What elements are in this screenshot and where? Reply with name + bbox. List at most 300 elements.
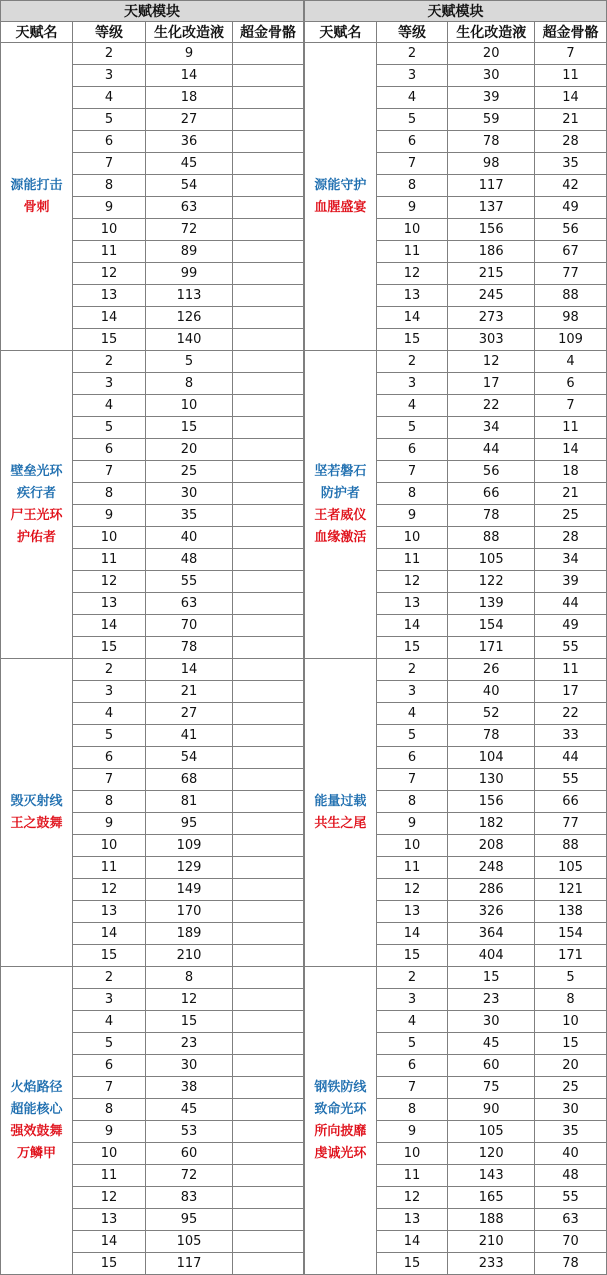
level-cell: 4 — [376, 703, 448, 725]
level-cell: 7 — [73, 769, 146, 791]
bio-fluid-cell: 45 — [448, 1033, 535, 1055]
bio-fluid-cell: 126 — [146, 307, 233, 329]
bio-fluid-cell: 248 — [448, 857, 535, 879]
level-cell: 9 — [73, 1121, 146, 1143]
bio-fluid-cell: 39 — [448, 87, 535, 109]
talent-name: 护佑者 — [16, 529, 56, 545]
level-cell: 13 — [73, 1209, 146, 1231]
super-bone-cell: 98 — [535, 307, 607, 329]
bio-fluid-cell: 45 — [146, 153, 233, 175]
super-bone-cell: 17 — [535, 681, 607, 703]
level-cell: 9 — [73, 505, 146, 527]
bio-fluid-cell: 189 — [146, 923, 233, 945]
bio-fluid-cell: 117 — [146, 1253, 233, 1275]
bio-fluid-cell: 18 — [146, 87, 233, 109]
super-bone-cell: 11 — [535, 417, 607, 439]
level-cell: 2 — [73, 967, 146, 989]
super-bone-cell — [233, 109, 304, 131]
level-cell: 2 — [376, 659, 448, 681]
bio-fluid-cell: 303 — [448, 329, 535, 351]
super-bone-cell: 25 — [535, 505, 607, 527]
level-cell: 3 — [73, 681, 146, 703]
bio-fluid-cell: 56 — [448, 461, 535, 483]
level-cell: 9 — [73, 813, 146, 835]
bio-fluid-cell: 30 — [448, 1011, 535, 1033]
level-cell: 5 — [73, 109, 146, 131]
level-cell: 6 — [376, 439, 448, 461]
level-cell: 10 — [376, 1143, 448, 1165]
bio-fluid-cell: 66 — [448, 483, 535, 505]
super-bone-cell — [233, 901, 304, 923]
super-bone-cell: 28 — [535, 131, 607, 153]
super-bone-cell: 138 — [535, 901, 607, 923]
bio-fluid-cell: 59 — [448, 109, 535, 131]
bio-fluid-cell: 72 — [146, 1165, 233, 1187]
bio-fluid-cell: 40 — [146, 527, 233, 549]
bio-fluid-cell: 188 — [448, 1209, 535, 1231]
level-cell: 12 — [73, 263, 146, 285]
talent-name: 源能守护 — [314, 177, 367, 193]
level-cell: 13 — [73, 593, 146, 615]
level-cell: 7 — [376, 769, 448, 791]
super-bone-cell: 7 — [535, 395, 607, 417]
level-cell: 10 — [73, 835, 146, 857]
level-cell: 12 — [376, 263, 448, 285]
bio-fluid-cell: 154 — [448, 615, 535, 637]
level-cell: 14 — [73, 307, 146, 329]
bio-fluid-cell: 20 — [146, 439, 233, 461]
level-cell: 8 — [73, 791, 146, 813]
level-cell: 15 — [376, 329, 448, 351]
level-cell: 11 — [73, 857, 146, 879]
bio-fluid-cell: 34 — [448, 417, 535, 439]
super-bone-cell: 56 — [535, 219, 607, 241]
super-bone-cell: 171 — [535, 945, 607, 967]
super-bone-cell — [233, 1077, 304, 1099]
talent-name: 共生之尾 — [314, 815, 367, 831]
super-bone-cell — [233, 483, 304, 505]
talent-name: 血缘激活 — [314, 529, 367, 545]
bio-fluid-cell: 60 — [146, 1143, 233, 1165]
level-cell: 9 — [376, 1121, 448, 1143]
talent-name: 致命光环 — [314, 1101, 367, 1117]
super-bone-cell — [233, 945, 304, 967]
level-cell: 3 — [376, 373, 448, 395]
super-bone-cell — [233, 681, 304, 703]
bio-fluid-cell: 95 — [146, 813, 233, 835]
super-bone-cell — [233, 923, 304, 945]
super-bone-cell — [233, 593, 304, 615]
talent-name: 血腥盛宴 — [314, 199, 367, 215]
level-cell: 2 — [73, 659, 146, 681]
level-cell: 15 — [73, 1253, 146, 1275]
level-cell: 6 — [376, 131, 448, 153]
super-bone-cell: 11 — [535, 65, 607, 87]
bio-fluid-cell: 12 — [448, 351, 535, 373]
bio-fluid-cell: 60 — [448, 1055, 535, 1077]
super-bone-cell: 6 — [535, 373, 607, 395]
super-bone-cell: 40 — [535, 1143, 607, 1165]
super-bone-cell: 109 — [535, 329, 607, 351]
super-bone-cell — [233, 417, 304, 439]
bio-fluid-cell: 23 — [146, 1033, 233, 1055]
level-cell: 13 — [376, 593, 448, 615]
level-cell: 8 — [73, 1099, 146, 1121]
super-bone-cell — [233, 263, 304, 285]
super-bone-cell: 11 — [535, 659, 607, 681]
talent-name-cell — [305, 659, 377, 967]
talent-name: 王之鼓舞 — [10, 815, 63, 831]
bio-fluid-cell: 26 — [448, 659, 535, 681]
talent-name: 强效鼓舞 — [10, 1123, 63, 1139]
header-bio-fluid: 生化改造液 — [448, 22, 535, 43]
super-bone-cell — [233, 527, 304, 549]
header-bio-fluid: 生化改造液 — [146, 22, 233, 43]
level-cell: 11 — [73, 241, 146, 263]
talent-name: 源能打击 — [10, 177, 63, 193]
level-cell: 8 — [376, 1099, 448, 1121]
level-cell: 7 — [73, 1077, 146, 1099]
level-cell: 12 — [376, 879, 448, 901]
bio-fluid-cell: 52 — [448, 703, 535, 725]
super-bone-cell — [233, 1011, 304, 1033]
level-cell: 11 — [376, 549, 448, 571]
bio-fluid-cell: 171 — [448, 637, 535, 659]
level-cell: 14 — [376, 923, 448, 945]
super-bone-cell: 67 — [535, 241, 607, 263]
header-talent-name: 天赋名 — [305, 22, 377, 43]
table-row — [1, 351, 304, 373]
talent-name: 坚若磐石 — [314, 463, 367, 479]
level-cell: 5 — [73, 417, 146, 439]
level-cell: 2 — [73, 43, 146, 65]
level-cell: 9 — [376, 505, 448, 527]
super-bone-cell: 30 — [535, 1099, 607, 1121]
table-row — [305, 43, 607, 65]
bio-fluid-cell: 30 — [146, 483, 233, 505]
level-cell: 11 — [73, 1165, 146, 1187]
level-cell: 6 — [73, 1055, 146, 1077]
level-cell: 3 — [73, 373, 146, 395]
super-bone-cell: 5 — [535, 967, 607, 989]
level-cell: 10 — [73, 219, 146, 241]
level-cell: 11 — [376, 1165, 448, 1187]
super-bone-cell — [233, 153, 304, 175]
super-bone-cell: 7 — [535, 43, 607, 65]
level-cell: 7 — [376, 461, 448, 483]
super-bone-cell: 14 — [535, 87, 607, 109]
bio-fluid-cell: 156 — [448, 791, 535, 813]
super-bone-cell — [233, 87, 304, 109]
level-cell: 2 — [376, 43, 448, 65]
talent-name: 尸王光环 — [10, 507, 63, 523]
bio-fluid-cell: 109 — [146, 835, 233, 857]
bio-fluid-cell: 53 — [146, 1121, 233, 1143]
super-bone-cell — [233, 1099, 304, 1121]
bio-fluid-cell: 83 — [146, 1187, 233, 1209]
bio-fluid-cell: 10 — [146, 395, 233, 417]
bio-fluid-cell: 8 — [146, 373, 233, 395]
level-cell: 7 — [73, 153, 146, 175]
super-bone-cell: 10 — [535, 1011, 607, 1033]
level-cell: 4 — [73, 1011, 146, 1033]
super-bone-cell — [233, 1121, 304, 1143]
level-cell: 2 — [376, 967, 448, 989]
bio-fluid-cell: 68 — [146, 769, 233, 791]
level-cell: 14 — [73, 1231, 146, 1253]
super-bone-cell — [233, 725, 304, 747]
bio-fluid-cell: 15 — [146, 417, 233, 439]
bio-fluid-cell: 81 — [146, 791, 233, 813]
super-bone-cell: 49 — [535, 615, 607, 637]
talent-name: 超能核心 — [10, 1101, 63, 1117]
talent-name: 壁垒光环 — [10, 463, 63, 479]
level-cell: 3 — [376, 65, 448, 87]
super-bone-cell: 105 — [535, 857, 607, 879]
bio-fluid-cell: 54 — [146, 175, 233, 197]
talent-name: 防护者 — [320, 485, 360, 501]
super-bone-cell — [233, 131, 304, 153]
super-bone-cell — [233, 835, 304, 857]
super-bone-cell — [233, 879, 304, 901]
talent-name: 钢铁防线 — [314, 1079, 367, 1095]
talent-name: 骨刺 — [23, 199, 50, 215]
talent-name-cell — [305, 351, 377, 659]
super-bone-cell: 88 — [535, 285, 607, 307]
bio-fluid-cell: 156 — [448, 219, 535, 241]
super-bone-cell: 42 — [535, 175, 607, 197]
super-bone-cell — [233, 351, 304, 373]
super-bone-cell — [233, 439, 304, 461]
level-cell: 7 — [376, 1077, 448, 1099]
super-bone-cell — [233, 747, 304, 769]
level-cell: 4 — [73, 87, 146, 109]
super-bone-cell: 22 — [535, 703, 607, 725]
level-cell: 5 — [376, 725, 448, 747]
level-cell: 3 — [376, 989, 448, 1011]
super-bone-cell: 77 — [535, 263, 607, 285]
bio-fluid-cell: 137 — [448, 197, 535, 219]
bio-fluid-cell: 208 — [448, 835, 535, 857]
level-cell: 12 — [376, 1187, 448, 1209]
level-cell: 7 — [73, 461, 146, 483]
bio-fluid-cell: 23 — [448, 989, 535, 1011]
bio-fluid-cell: 63 — [146, 197, 233, 219]
super-bone-cell: 44 — [535, 593, 607, 615]
header-talent-name: 天赋名 — [1, 22, 73, 43]
level-cell: 6 — [376, 747, 448, 769]
super-bone-cell — [233, 1253, 304, 1275]
talent-name: 能量过载 — [314, 793, 367, 809]
level-cell: 4 — [73, 395, 146, 417]
bio-fluid-cell: 35 — [146, 505, 233, 527]
talent-name: 毁灭射线 — [10, 793, 63, 809]
bio-fluid-cell: 186 — [448, 241, 535, 263]
super-bone-cell: 66 — [535, 791, 607, 813]
super-bone-cell: 55 — [535, 1187, 607, 1209]
level-cell: 2 — [73, 351, 146, 373]
super-bone-cell — [233, 703, 304, 725]
level-cell: 14 — [376, 307, 448, 329]
bio-fluid-cell: 139 — [448, 593, 535, 615]
talent-name-cell — [305, 967, 377, 1275]
header-super-bone: 超金骨骼 — [535, 22, 607, 43]
bio-fluid-cell: 30 — [146, 1055, 233, 1077]
super-bone-cell: 25 — [535, 1077, 607, 1099]
talent-name: 万鳞甲 — [16, 1145, 56, 1161]
level-cell: 12 — [73, 1187, 146, 1209]
super-bone-cell — [233, 1143, 304, 1165]
super-bone-cell: 154 — [535, 923, 607, 945]
bio-fluid-cell: 70 — [146, 615, 233, 637]
super-bone-cell — [233, 791, 304, 813]
level-cell: 13 — [376, 901, 448, 923]
level-cell: 6 — [73, 131, 146, 153]
bio-fluid-cell: 78 — [448, 505, 535, 527]
table-row — [305, 967, 607, 989]
super-bone-cell — [233, 197, 304, 219]
level-cell: 5 — [376, 1033, 448, 1055]
level-cell: 8 — [73, 175, 146, 197]
level-cell: 12 — [376, 571, 448, 593]
super-bone-cell: 55 — [535, 637, 607, 659]
super-bone-cell: 14 — [535, 439, 607, 461]
super-bone-cell: 55 — [535, 769, 607, 791]
level-cell: 6 — [376, 1055, 448, 1077]
bio-fluid-cell: 25 — [146, 461, 233, 483]
bio-fluid-cell: 5 — [146, 351, 233, 373]
table-row — [305, 351, 607, 373]
level-cell: 10 — [376, 835, 448, 857]
super-bone-cell — [233, 395, 304, 417]
level-cell: 10 — [73, 527, 146, 549]
bio-fluid-cell: 78 — [146, 637, 233, 659]
module-title: 天赋模块 — [1, 1, 304, 22]
bio-fluid-cell: 165 — [448, 1187, 535, 1209]
talent-name-cell — [1, 967, 73, 1275]
super-bone-cell: 33 — [535, 725, 607, 747]
bio-fluid-cell: 78 — [448, 131, 535, 153]
bio-fluid-cell: 27 — [146, 703, 233, 725]
table-row — [305, 659, 607, 681]
level-cell: 10 — [73, 1143, 146, 1165]
super-bone-cell — [233, 219, 304, 241]
level-cell: 3 — [73, 989, 146, 1011]
bio-fluid-cell: 40 — [448, 681, 535, 703]
super-bone-cell: 35 — [535, 1121, 607, 1143]
talent-name: 虔诚光环 — [314, 1145, 367, 1161]
super-bone-cell — [233, 1209, 304, 1231]
bio-fluid-cell: 27 — [146, 109, 233, 131]
super-bone-cell: 77 — [535, 813, 607, 835]
level-cell: 5 — [376, 109, 448, 131]
level-cell: 9 — [376, 813, 448, 835]
bio-fluid-cell: 104 — [448, 747, 535, 769]
level-cell: 10 — [376, 219, 448, 241]
module-title: 天赋模块 — [305, 1, 607, 22]
super-bone-cell — [233, 65, 304, 87]
level-cell: 15 — [376, 945, 448, 967]
level-cell: 11 — [376, 857, 448, 879]
bio-fluid-cell: 210 — [146, 945, 233, 967]
super-bone-cell — [233, 1231, 304, 1253]
super-bone-cell: 48 — [535, 1165, 607, 1187]
bio-fluid-cell: 21 — [146, 681, 233, 703]
bio-fluid-cell: 38 — [146, 1077, 233, 1099]
bio-fluid-cell: 130 — [448, 769, 535, 791]
bio-fluid-cell: 41 — [146, 725, 233, 747]
super-bone-cell — [233, 241, 304, 263]
bio-fluid-cell: 8 — [146, 967, 233, 989]
level-cell: 2 — [376, 351, 448, 373]
super-bone-cell — [233, 571, 304, 593]
super-bone-cell — [233, 967, 304, 989]
level-cell: 14 — [73, 615, 146, 637]
bio-fluid-cell: 20 — [448, 43, 535, 65]
bio-fluid-cell: 273 — [448, 307, 535, 329]
level-cell: 5 — [376, 417, 448, 439]
bio-fluid-cell: 12 — [146, 989, 233, 1011]
super-bone-cell: 78 — [535, 1253, 607, 1275]
bio-fluid-cell: 22 — [448, 395, 535, 417]
level-cell: 9 — [73, 197, 146, 219]
super-bone-cell: 15 — [535, 1033, 607, 1055]
bio-fluid-cell: 90 — [448, 1099, 535, 1121]
talent-name: 火焰路径 — [10, 1079, 63, 1095]
super-bone-cell — [233, 659, 304, 681]
level-cell: 8 — [376, 791, 448, 813]
level-cell: 4 — [73, 703, 146, 725]
level-cell: 14 — [376, 615, 448, 637]
level-cell: 10 — [376, 527, 448, 549]
super-bone-cell — [233, 637, 304, 659]
super-bone-cell — [233, 505, 304, 527]
bio-fluid-cell: 36 — [146, 131, 233, 153]
super-bone-cell: 49 — [535, 197, 607, 219]
talent-name-cell — [1, 351, 73, 659]
level-cell: 4 — [376, 1011, 448, 1033]
super-bone-cell: 21 — [535, 483, 607, 505]
bio-fluid-cell: 364 — [448, 923, 535, 945]
super-bone-cell — [233, 175, 304, 197]
level-cell: 14 — [73, 923, 146, 945]
super-bone-cell: 4 — [535, 351, 607, 373]
table-row — [1, 967, 304, 989]
bio-fluid-cell: 45 — [146, 1099, 233, 1121]
bio-fluid-cell: 72 — [146, 219, 233, 241]
super-bone-cell — [233, 373, 304, 395]
level-cell: 8 — [376, 175, 448, 197]
level-cell: 7 — [376, 153, 448, 175]
level-cell: 13 — [376, 1209, 448, 1231]
level-cell: 5 — [73, 1033, 146, 1055]
super-bone-cell: 35 — [535, 153, 607, 175]
bio-fluid-cell: 105 — [448, 549, 535, 571]
bio-fluid-cell: 122 — [448, 571, 535, 593]
talent-name-cell — [1, 43, 73, 351]
bio-fluid-cell: 15 — [448, 967, 535, 989]
level-cell: 13 — [376, 285, 448, 307]
bio-fluid-cell: 88 — [448, 527, 535, 549]
level-cell: 8 — [376, 483, 448, 505]
super-bone-cell — [233, 769, 304, 791]
table-row — [1, 659, 304, 681]
level-cell: 9 — [376, 197, 448, 219]
bio-fluid-cell: 215 — [448, 263, 535, 285]
level-cell: 11 — [376, 241, 448, 263]
super-bone-cell — [233, 329, 304, 351]
level-cell: 6 — [73, 439, 146, 461]
